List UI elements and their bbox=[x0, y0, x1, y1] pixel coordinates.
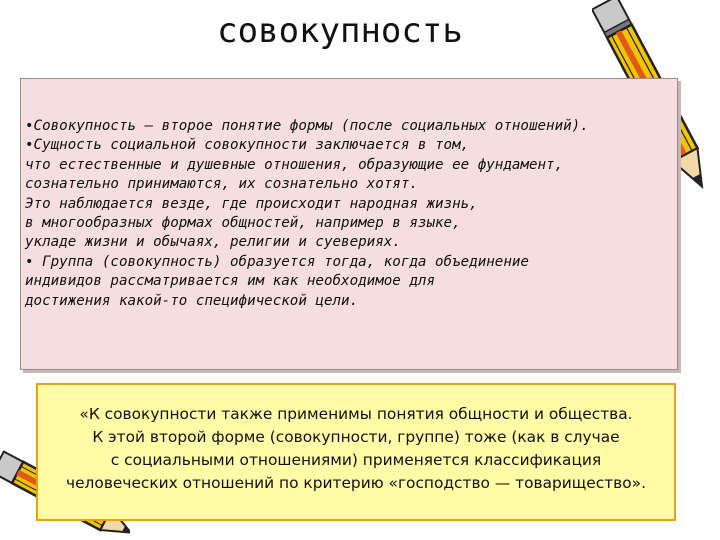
text-line: • Группа (совокупность) образуется тогда, когда объединение bbox=[25, 253, 529, 270]
main-text-panel bbox=[20, 78, 678, 370]
text-line: Это наблюдается везде, где происходит народная жизнь, bbox=[25, 195, 478, 212]
text-line: сознательно принимаются, их сознательно хотят. bbox=[25, 176, 418, 193]
quote-line: К этой второй форме (совокупности, группе) тоже (как в случае bbox=[92, 428, 620, 446]
quote-panel bbox=[36, 383, 676, 521]
text-line: •Сущность социальной совокупности заключается в том, bbox=[25, 137, 470, 154]
quote-line: человеческих отношений по критерию «господство — товарищество». bbox=[66, 474, 646, 492]
quote-line: «К совокупности также применимы понятия общности и общества. bbox=[79, 405, 633, 423]
quote-line: с социальными отношениями) применяется классификация bbox=[110, 451, 602, 469]
text-line: в многообразных формах общностей, например в языке, bbox=[25, 214, 461, 231]
text-line: что естественные и душевные отношения, образующие ее фундамент, bbox=[25, 156, 564, 173]
quote-text bbox=[38, 403, 674, 495]
text-line: укладе жизни и обычаях, религии и суевериях. bbox=[25, 234, 401, 251]
text-line: •Совокупность — второе понятие формы (после социальных отношений). bbox=[25, 118, 589, 134]
text-line: индивидов рассматривается им как необходимое для bbox=[25, 273, 435, 290]
main-text bbox=[25, 117, 685, 311]
slide-title: совокупность bbox=[217, 11, 463, 51]
text-line: достижения какой-то специфической цели. bbox=[25, 292, 359, 309]
